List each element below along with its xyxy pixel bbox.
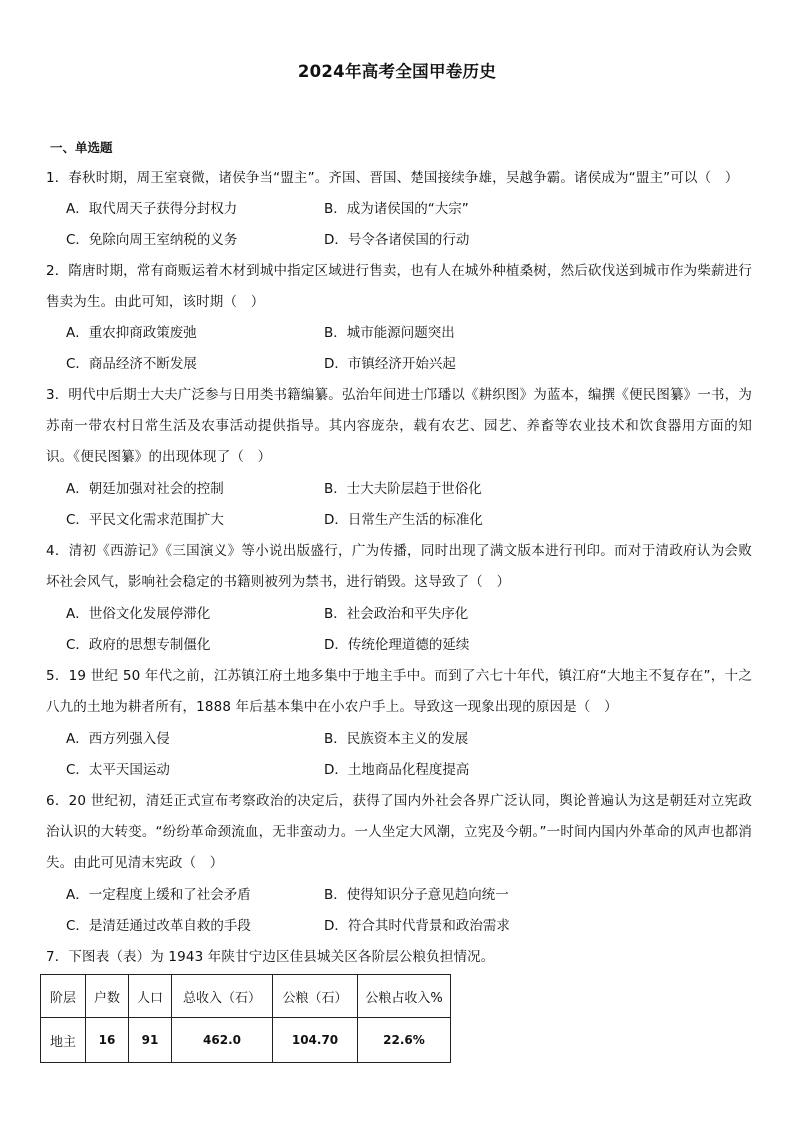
option-d: D．传统伦理道德的延续 [324,637,470,653]
table-cell: 91 [129,1018,172,1063]
option-d: D．土地商品化程度提高 [324,762,470,778]
option-a: A．取代周天子获得分封权力 [66,201,238,217]
option-c: C．太平天国运动 [66,762,170,778]
option-a: A．西方列强入侵 [66,731,170,747]
table-cell: 16 [86,1018,129,1063]
option-c: C．免除向周王室纳税的义务 [66,232,238,248]
option-b: B．社会政治和平失序化 [324,606,469,622]
option-c: C．是清廷通过改革自救的手段 [66,918,251,934]
question-5-options-row-2 [66,755,746,786]
option-b: B．士大夫阶层趋于世俗化 [324,481,482,497]
table-cell: 104.70 [273,1018,358,1063]
option-b: B．城市能源问题突出 [324,325,455,341]
option-b: B．成为诸侯国的“大宗” [324,201,469,217]
table-cell: 462.0 [172,1018,273,1063]
option-c: C．政府的思想专制僵化 [66,637,211,653]
table-header-cell: 公粮占收入% [358,975,451,1018]
question-4-options-row-1 [66,599,746,630]
option-c: C．平民文化需求范围扩大 [66,512,224,528]
table-header-row [41,975,451,1018]
question-5: 5．19 世纪 50 年代之前，江苏镇江府土地多集中于地主手中。而到了六七十年代，镇江府“大地主不复存在”，十之八九的土地为耕者所有，1888 年后基本集中在小农户手上。导致这一现象出现的原因是（ ） [46,668,752,715]
grain-burden-table [40,974,451,1063]
option-b: B．使得知识分子意见趋向统一 [324,887,509,903]
question-1-options-row-1 [66,194,746,225]
option-b: B．民族资本主义的发展 [324,731,469,747]
question-6-options-row-1 [66,880,746,911]
question-2: 2．隋唐时期，常有商贩运着木材到城中指定区域进行售卖，也有人在城外种植桑树，然后砍伐送到城市作为柴薪进行售卖为生。由此可知，该时期（ ） [46,263,752,310]
question-2-options-row-1 [66,318,746,349]
question-7: 7．下图表（表）为 1943 年陕甘宁边区佳县城关区各阶层公粮负担情况。 [46,949,495,965]
question-2-options-row-2 [66,349,746,380]
question-6: 6．20 世纪初，清廷正式宣布考察政治的决定后，获得了国内外社会各界广泛认同，舆论普遍认为这是朝廷对立宪政治认识的大转变。“纷纷革命颈流血，无非蛮动力。一人坐定大风潮，立宪及今朝。”一时间内国内外革命的风声也都消失。由此可见清末宪政（ ） [46,793,752,871]
option-d: D．号令各诸侯国的行动 [324,232,470,248]
table-cell: 地主 [41,1018,86,1063]
question-6-options-row-2 [66,911,746,942]
table-cell: 22.6% [358,1018,451,1063]
option-a: A．重农抑商政策废弛 [66,325,197,341]
option-a: A．世俗文化发展停滞化 [66,606,211,622]
option-a: A．朝廷加强对社会的控制 [66,481,224,497]
table-header-cell: 阶层 [41,975,86,1018]
question-3-options-row-2 [66,505,746,536]
table-header-cell: 人口 [129,975,172,1018]
option-c: C．商品经济不断发展 [66,356,197,372]
question-4-options-row-2 [66,630,746,661]
option-a: A．一定程度上缓和了社会矛盾 [66,887,251,903]
table-row [41,1018,451,1063]
question-3: 3．明代中后期士大夫广泛参与日用类书籍编纂。弘治年间进士邝璠以《耕织图》为蓝本，编撰《便民图纂》一书，为苏南一带农村日常生活及农事活动提供指导。其内容庞杂，载有农艺、园艺、养畜等农业技术和饮食器用方面的知识。《便民图纂》的出现体现了（ ） [46,387,752,465]
question-4: 4．清初《西游记》《三国演义》等小说出版盛行，广为传播，同时出现了满文版本进行刊印。而对于清政府认为会败坏社会风气，影响社会稳定的书籍则被列为禁书，进行销毁。这导致了（ ） [46,543,752,590]
table-header-cell: 户数 [86,975,129,1018]
option-d: D．市镇经济开始兴起 [324,356,456,372]
option-d: D．日常生产生活的标准化 [324,512,483,528]
table-header-cell: 总收入（石） [172,975,273,1018]
table-header-cell: 公粮（石） [273,975,358,1018]
question-5-options-row-1 [66,724,746,755]
page-title: 2024年高考全国甲卷历史 [297,62,497,81]
question-3-options-row-1 [66,474,746,505]
option-d: D．符合其时代背景和政治需求 [324,918,510,934]
section-heading: 一、单选题 [50,140,113,155]
question-1-options-row-2 [66,225,746,256]
question-1: 1．春秋时期，周王室衰微，诸侯争当“盟主”。齐国、晋国、楚国接续争雄，吴越争霸。诸侯成为“盟主”可以（ ） [46,170,739,186]
